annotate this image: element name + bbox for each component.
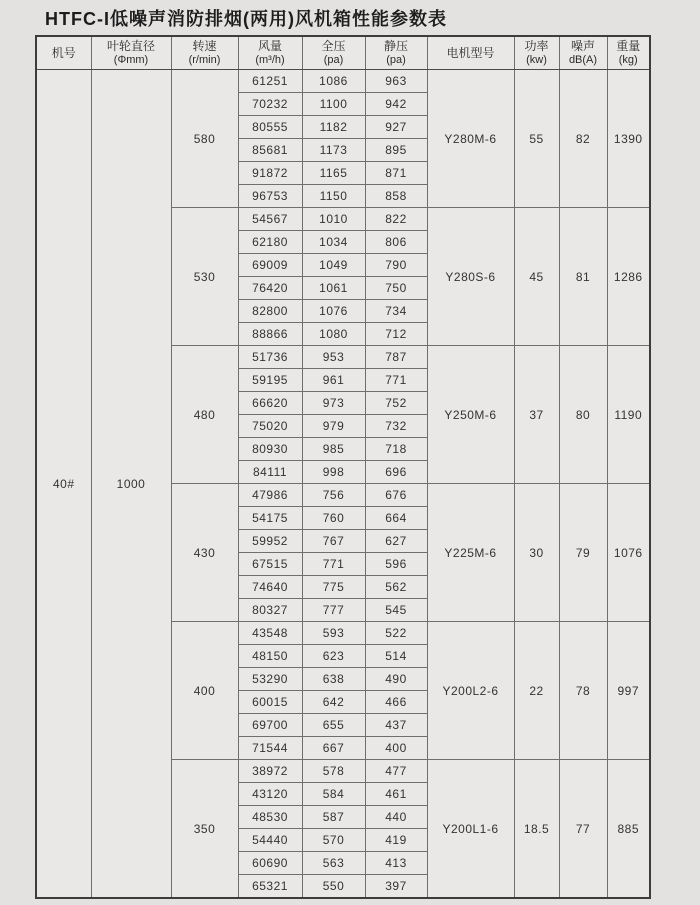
header-speed [171,36,238,70]
airflow-cell: 60015 [238,691,302,714]
total-pressure-cell: 973 [302,392,365,415]
static-pressure-cell: 718 [365,438,427,461]
static-pressure-cell: 545 [365,599,427,622]
header-label: 转速 [192,39,217,53]
airflow-cell: 59952 [238,530,302,553]
airflow-cell: 54567 [238,208,302,231]
weight-cell: 1076 [607,484,650,622]
total-pressure-cell: 584 [302,783,365,806]
noise-cell: 82 [559,70,607,208]
total-pressure-cell: 1049 [302,254,365,277]
motor-model-cell: Y225M-6 [427,484,514,622]
header-weight [607,36,650,70]
total-pressure-cell: 953 [302,346,365,369]
static-pressure-cell: 400 [365,737,427,760]
airflow-cell: 69009 [238,254,302,277]
total-pressure-cell: 767 [302,530,365,553]
static-pressure-cell: 490 [365,668,427,691]
static-pressure-cell: 627 [365,530,427,553]
header-total-pressure [302,36,365,70]
static-pressure-cell: 927 [365,116,427,139]
airflow-cell: 48150 [238,645,302,668]
static-pressure-cell: 397 [365,875,427,899]
weight-cell: 1190 [607,346,650,484]
airflow-cell: 53290 [238,668,302,691]
total-pressure-cell: 1173 [302,139,365,162]
airflow-cell: 70232 [238,93,302,116]
static-pressure-cell: 871 [365,162,427,185]
total-pressure-cell: 593 [302,622,365,645]
airflow-cell: 82800 [238,300,302,323]
total-pressure-cell: 979 [302,415,365,438]
noise-cell: 78 [559,622,607,760]
static-pressure-cell: 419 [365,829,427,852]
static-pressure-cell: 437 [365,714,427,737]
table-header [36,36,650,70]
total-pressure-cell: 1100 [302,93,365,116]
airflow-cell: 65321 [238,875,302,899]
airflow-cell: 85681 [238,139,302,162]
motor-model-cell: Y250M-6 [427,346,514,484]
airflow-cell: 61251 [238,70,302,93]
speed-cell: 430 [171,484,238,622]
airflow-cell: 62180 [238,231,302,254]
total-pressure-cell: 1076 [302,300,365,323]
motor-model-cell: Y200L2-6 [427,622,514,760]
total-pressure-cell: 1086 [302,70,365,93]
static-pressure-cell: 596 [365,553,427,576]
static-pressure-cell: 514 [365,645,427,668]
total-pressure-cell: 655 [302,714,365,737]
header-unit: (Φmm) [113,54,149,66]
total-pressure-cell: 1182 [302,116,365,139]
total-pressure-cell: 1165 [302,162,365,185]
static-pressure-cell: 562 [365,576,427,599]
static-pressure-cell: 790 [365,254,427,277]
total-pressure-cell: 760 [302,507,365,530]
total-pressure-cell: 587 [302,806,365,829]
airflow-cell: 74640 [238,576,302,599]
total-pressure-cell: 623 [302,645,365,668]
power-cell: 55 [514,70,559,208]
static-pressure-cell: 963 [365,70,427,93]
static-pressure-cell: 752 [365,392,427,415]
header-label: 静压 [383,39,408,53]
airflow-cell: 75020 [238,415,302,438]
header-label: 功率 [524,39,549,53]
table-row [36,70,650,93]
static-pressure-cell: 440 [365,806,427,829]
static-pressure-cell: 461 [365,783,427,806]
total-pressure-cell: 550 [302,875,365,899]
static-pressure-cell: 664 [365,507,427,530]
header-label: 重量 [616,39,641,53]
static-pressure-cell: 734 [365,300,427,323]
total-pressure-cell: 563 [302,852,365,875]
total-pressure-cell: 961 [302,369,365,392]
static-pressure-cell: 858 [365,185,427,208]
header-power [514,36,559,70]
total-pressure-cell: 1034 [302,231,365,254]
total-pressure-cell: 777 [302,599,365,622]
noise-cell: 81 [559,208,607,346]
total-pressure-cell: 756 [302,484,365,507]
header-unit: (kg) [618,54,638,66]
static-pressure-cell: 676 [365,484,427,507]
header-unit: (kw) [526,54,547,66]
header-unit: (m³/h) [255,54,285,66]
static-pressure-cell: 806 [365,231,427,254]
noise-cell: 79 [559,484,607,622]
header-impeller-diameter [91,36,171,70]
static-pressure-cell: 696 [365,461,427,484]
static-pressure-cell: 712 [365,323,427,346]
total-pressure-cell: 1010 [302,208,365,231]
header-label: 机号 [51,46,76,60]
header-machine-no [36,36,91,70]
total-pressure-cell: 638 [302,668,365,691]
static-pressure-cell: 750 [365,277,427,300]
static-pressure-cell: 413 [365,852,427,875]
speed-cell: 400 [171,622,238,760]
total-pressure-cell: 775 [302,576,365,599]
header-label: 噪声 [570,39,595,53]
airflow-cell: 51736 [238,346,302,369]
total-pressure-cell: 985 [302,438,365,461]
airflow-cell: 54440 [238,829,302,852]
header-label: 叶轮直径 [106,39,155,53]
header-unit: (r/min) [188,54,221,66]
motor-model-cell: Y280M-6 [427,70,514,208]
header-row [36,36,650,70]
static-pressure-cell: 787 [365,346,427,369]
machine-no-cell: 40# [36,70,91,899]
total-pressure-cell: 1150 [302,185,365,208]
airflow-cell: 71544 [238,737,302,760]
total-pressure-cell: 667 [302,737,365,760]
page-title: HTFC-I低噪声消防排烟(两用)风机箱性能参数表 [45,9,447,29]
total-pressure-cell: 578 [302,760,365,783]
table-body [36,70,650,899]
airflow-cell: 66620 [238,392,302,415]
weight-cell: 1390 [607,70,650,208]
header-motor-model [427,36,514,70]
header-noise [559,36,607,70]
airflow-cell: 80555 [238,116,302,139]
airflow-cell: 88866 [238,323,302,346]
total-pressure-cell: 998 [302,461,365,484]
static-pressure-cell: 477 [365,760,427,783]
noise-cell: 77 [559,760,607,899]
speed-cell: 580 [171,70,238,208]
static-pressure-cell: 522 [365,622,427,645]
airflow-cell: 59195 [238,369,302,392]
power-cell: 22 [514,622,559,760]
speed-cell: 350 [171,760,238,899]
airflow-cell: 60690 [238,852,302,875]
airflow-cell: 43548 [238,622,302,645]
airflow-cell: 69700 [238,714,302,737]
header-label: 全压 [321,39,346,53]
airflow-cell: 48530 [238,806,302,829]
speed-cell: 480 [171,346,238,484]
power-cell: 37 [514,346,559,484]
header-airflow [238,36,302,70]
airflow-cell: 80327 [238,599,302,622]
header-unit: (pa) [386,54,406,66]
static-pressure-cell: 895 [365,139,427,162]
header-static-pressure [365,36,427,70]
power-cell: 30 [514,484,559,622]
weight-cell: 1286 [607,208,650,346]
motor-model-cell: Y280S-6 [427,208,514,346]
airflow-cell: 76420 [238,277,302,300]
static-pressure-cell: 822 [365,208,427,231]
weight-cell: 997 [607,622,650,760]
total-pressure-cell: 771 [302,553,365,576]
header-unit: dB(A) [568,54,598,66]
fan-spec-table [35,35,651,899]
speed-cell: 530 [171,208,238,346]
total-pressure-cell: 642 [302,691,365,714]
static-pressure-cell: 466 [365,691,427,714]
total-pressure-cell: 1061 [302,277,365,300]
power-cell: 18.5 [514,760,559,899]
airflow-cell: 47986 [238,484,302,507]
airflow-cell: 38972 [238,760,302,783]
total-pressure-cell: 1080 [302,323,365,346]
noise-cell: 80 [559,346,607,484]
airflow-cell: 84111 [238,461,302,484]
header-label: 风量 [257,39,282,53]
airflow-cell: 91872 [238,162,302,185]
header-label: 电机型号 [446,46,495,60]
static-pressure-cell: 942 [365,93,427,116]
airflow-cell: 80930 [238,438,302,461]
airflow-cell: 67515 [238,553,302,576]
airflow-cell: 96753 [238,185,302,208]
airflow-cell: 43120 [238,783,302,806]
weight-cell: 885 [607,760,650,899]
motor-model-cell: Y200L1-6 [427,760,514,899]
power-cell: 45 [514,208,559,346]
total-pressure-cell: 570 [302,829,365,852]
static-pressure-cell: 732 [365,415,427,438]
airflow-cell: 54175 [238,507,302,530]
header-unit: (pa) [323,54,344,66]
static-pressure-cell: 771 [365,369,427,392]
impeller-diameter-cell: 1000 [91,70,171,899]
